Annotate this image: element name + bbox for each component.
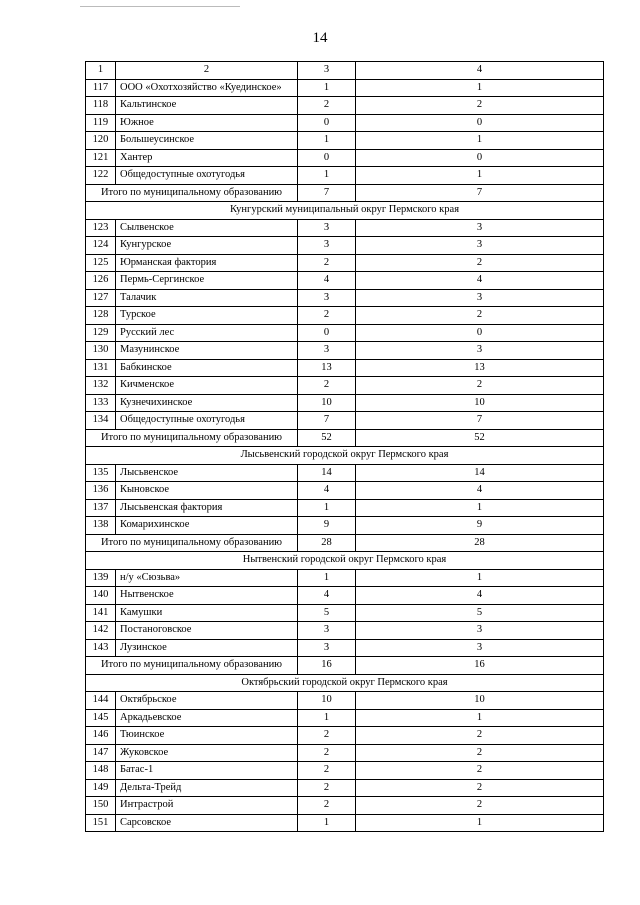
row-number: 130: [86, 342, 116, 360]
table-row: [86, 464, 604, 482]
row-name: Общедоступные охотугодья: [116, 167, 298, 185]
row-value-col4: 2: [356, 307, 604, 325]
row-number: 124: [86, 237, 116, 255]
row-value-col3: 14: [298, 464, 356, 482]
row-value-col3: 3: [298, 219, 356, 237]
table-row: [86, 132, 604, 150]
row-value-col3: 2: [298, 762, 356, 780]
row-value-col3: 13: [298, 359, 356, 377]
total-value-col4: 7: [356, 184, 604, 202]
row-value-col4: 5: [356, 604, 604, 622]
row-number: 129: [86, 324, 116, 342]
row-name: Аркадьевское: [116, 709, 298, 727]
total-value-col4: 52: [356, 429, 604, 447]
header-cell-col2: 2: [116, 62, 298, 80]
table-row: [86, 97, 604, 115]
row-number: 125: [86, 254, 116, 272]
row-name: н/у «Сюзьва»: [116, 569, 298, 587]
row-name: Кичменское: [116, 377, 298, 395]
row-number: 117: [86, 79, 116, 97]
row-name: Сылвенское: [116, 219, 298, 237]
row-value-col3: 5: [298, 604, 356, 622]
row-name: Хантер: [116, 149, 298, 167]
row-number: 131: [86, 359, 116, 377]
row-value-col4: 4: [356, 587, 604, 605]
row-value-col3: 9: [298, 517, 356, 535]
row-value-col4: 1: [356, 132, 604, 150]
row-number: 138: [86, 517, 116, 535]
row-number: 144: [86, 692, 116, 710]
row-number: 147: [86, 744, 116, 762]
row-value-col3: 2: [298, 307, 356, 325]
row-number: 132: [86, 377, 116, 395]
table-row: [86, 622, 604, 640]
row-name: Лузинское: [116, 639, 298, 657]
total-row: [86, 429, 604, 447]
row-value-col4: 9: [356, 517, 604, 535]
table-row: [86, 499, 604, 517]
row-number: 151: [86, 814, 116, 832]
table-row: [86, 149, 604, 167]
row-number: 118: [86, 97, 116, 115]
row-value-col4: 0: [356, 149, 604, 167]
row-value-col4: 3: [356, 622, 604, 640]
total-label: Итого по муниципальному образованию: [86, 429, 298, 447]
table-row: [86, 779, 604, 797]
table-row: [86, 517, 604, 535]
row-value-col3: 3: [298, 639, 356, 657]
table-row: [86, 569, 604, 587]
row-value-col4: 7: [356, 412, 604, 430]
row-number: 127: [86, 289, 116, 307]
row-number: 142: [86, 622, 116, 640]
row-name: Тюинское: [116, 727, 298, 745]
section-title: Нытвенский городской округ Пермского края: [86, 552, 604, 570]
table-row: [86, 814, 604, 832]
section-header-row: [86, 447, 604, 465]
header-cell-col1: 1: [86, 62, 116, 80]
row-value-col3: 10: [298, 692, 356, 710]
row-name: Жуковское: [116, 744, 298, 762]
total-row: [86, 657, 604, 675]
row-name: Лысьвенское: [116, 464, 298, 482]
row-name: Талачик: [116, 289, 298, 307]
row-value-col3: 2: [298, 797, 356, 815]
row-name: Октябрьское: [116, 692, 298, 710]
row-name: Бабкинское: [116, 359, 298, 377]
row-value-col3: 4: [298, 482, 356, 500]
row-number: 141: [86, 604, 116, 622]
row-number: 139: [86, 569, 116, 587]
row-number: 126: [86, 272, 116, 290]
table-row: [86, 219, 604, 237]
row-value-col3: 1: [298, 167, 356, 185]
row-value-col4: 3: [356, 289, 604, 307]
row-name: Кузнечихинское: [116, 394, 298, 412]
row-number: 133: [86, 394, 116, 412]
row-value-col3: 3: [298, 237, 356, 255]
row-number: 137: [86, 499, 116, 517]
row-name: Батас-1: [116, 762, 298, 780]
row-value-col4: 0: [356, 324, 604, 342]
row-value-col4: 2: [356, 797, 604, 815]
section-title: Октябрьский городской округ Пермского края: [86, 674, 604, 692]
row-value-col4: 13: [356, 359, 604, 377]
header-cell-col4: 4: [356, 62, 604, 80]
table-row: [86, 342, 604, 360]
row-number: 136: [86, 482, 116, 500]
section-title: Кунгурский муниципальный округ Пермского края: [86, 202, 604, 220]
row-value-col4: 3: [356, 237, 604, 255]
table-row: [86, 272, 604, 290]
row-value-col3: 1: [298, 814, 356, 832]
row-name: Юрманская фактория: [116, 254, 298, 272]
row-value-col4: 1: [356, 569, 604, 587]
table-row: [86, 482, 604, 500]
row-value-col3: 4: [298, 272, 356, 290]
table-row: [86, 692, 604, 710]
row-name: Постаноговское: [116, 622, 298, 640]
row-number: 128: [86, 307, 116, 325]
row-value-col3: 4: [298, 587, 356, 605]
row-name: Лысьвенская фактория: [116, 499, 298, 517]
table-row: [86, 167, 604, 185]
section-header-row: [86, 674, 604, 692]
row-value-col3: 1: [298, 79, 356, 97]
row-name: Сарсовское: [116, 814, 298, 832]
row-value-col4: 2: [356, 744, 604, 762]
table-row: [86, 604, 604, 622]
section-header-row: [86, 202, 604, 220]
table-row: [86, 744, 604, 762]
table-body: [86, 62, 604, 832]
row-value-col4: 3: [356, 342, 604, 360]
row-number: 120: [86, 132, 116, 150]
total-value-col3: 16: [298, 657, 356, 675]
row-value-col4: 2: [356, 762, 604, 780]
table-row: [86, 359, 604, 377]
total-value-col3: 28: [298, 534, 356, 552]
hunting-grounds-table: [85, 61, 604, 832]
row-value-col3: 3: [298, 342, 356, 360]
total-row: [86, 534, 604, 552]
row-value-col3: 1: [298, 569, 356, 587]
row-name: Кыновское: [116, 482, 298, 500]
row-value-col4: 1: [356, 499, 604, 517]
table-row: [86, 289, 604, 307]
table-row: [86, 324, 604, 342]
row-number: 150: [86, 797, 116, 815]
total-label: Итого по муниципальному образованию: [86, 657, 298, 675]
row-value-col3: 1: [298, 132, 356, 150]
row-value-col4: 3: [356, 639, 604, 657]
table-row: [86, 412, 604, 430]
row-value-col4: 14: [356, 464, 604, 482]
section-header-row: [86, 552, 604, 570]
scan-artifact-line: [80, 6, 240, 7]
row-value-col3: 2: [298, 97, 356, 115]
row-value-col4: 10: [356, 692, 604, 710]
row-number: 146: [86, 727, 116, 745]
section-title: Лысьвенский городской округ Пермского края: [86, 447, 604, 465]
table-row: [86, 587, 604, 605]
header-cell-col3: 3: [298, 62, 356, 80]
table-row: [86, 377, 604, 395]
row-number: 121: [86, 149, 116, 167]
table-header-row: [86, 62, 604, 80]
row-number: 122: [86, 167, 116, 185]
row-value-col4: 1: [356, 709, 604, 727]
total-row: [86, 184, 604, 202]
row-value-col4: 3: [356, 219, 604, 237]
table-row: [86, 727, 604, 745]
total-value-col3: 7: [298, 184, 356, 202]
row-value-col3: 7: [298, 412, 356, 430]
row-value-col4: 1: [356, 814, 604, 832]
table-row: [86, 307, 604, 325]
table-row: [86, 797, 604, 815]
row-value-col3: 3: [298, 622, 356, 640]
row-name: Интрастрой: [116, 797, 298, 815]
row-name: Дельта-Трейд: [116, 779, 298, 797]
row-name: Большеусинское: [116, 132, 298, 150]
row-name: Кунгурское: [116, 237, 298, 255]
row-value-col3: 0: [298, 149, 356, 167]
row-name: Общедоступные охотугодья: [116, 412, 298, 430]
row-value-col3: 2: [298, 377, 356, 395]
row-value-col3: 2: [298, 254, 356, 272]
total-value-col4: 28: [356, 534, 604, 552]
table-row: [86, 762, 604, 780]
row-value-col4: 10: [356, 394, 604, 412]
row-name: Мазунинское: [116, 342, 298, 360]
row-value-col3: 2: [298, 727, 356, 745]
row-name: Турское: [116, 307, 298, 325]
row-name: Комарихинское: [116, 517, 298, 535]
row-value-col4: 2: [356, 254, 604, 272]
row-value-col3: 3: [298, 289, 356, 307]
total-label: Итого по муниципальному образованию: [86, 184, 298, 202]
row-number: 119: [86, 114, 116, 132]
row-number: 149: [86, 779, 116, 797]
total-value-col4: 16: [356, 657, 604, 675]
row-name: Кальтинское: [116, 97, 298, 115]
row-name: Пермь-Сергинское: [116, 272, 298, 290]
total-value-col3: 52: [298, 429, 356, 447]
row-name: Русский лес: [116, 324, 298, 342]
row-value-col3: 2: [298, 744, 356, 762]
row-value-col4: 1: [356, 167, 604, 185]
row-value-col4: 4: [356, 272, 604, 290]
row-value-col4: 1: [356, 79, 604, 97]
row-value-col3: 1: [298, 709, 356, 727]
row-value-col4: 4: [356, 482, 604, 500]
row-value-col3: 2: [298, 779, 356, 797]
row-value-col4: 2: [356, 97, 604, 115]
row-number: 140: [86, 587, 116, 605]
row-value-col4: 2: [356, 727, 604, 745]
row-value-col3: 0: [298, 114, 356, 132]
total-label: Итого по муниципальному образованию: [86, 534, 298, 552]
table-row: [86, 709, 604, 727]
row-name: ООО «Охотхозяйство «Куединское»: [116, 79, 298, 97]
table-row: [86, 237, 604, 255]
row-value-col4: 2: [356, 779, 604, 797]
page-number: 14: [312, 30, 328, 46]
row-name: Камушки: [116, 604, 298, 622]
row-number: 145: [86, 709, 116, 727]
row-number: 123: [86, 219, 116, 237]
row-value-col4: 2: [356, 377, 604, 395]
table-row: [86, 79, 604, 97]
row-number: 135: [86, 464, 116, 482]
row-value-col4: 0: [356, 114, 604, 132]
row-name: Южное: [116, 114, 298, 132]
row-number: 134: [86, 412, 116, 430]
row-number: 148: [86, 762, 116, 780]
table-row: [86, 114, 604, 132]
row-value-col3: 0: [298, 324, 356, 342]
row-value-col3: 1: [298, 499, 356, 517]
row-number: 143: [86, 639, 116, 657]
row-value-col3: 10: [298, 394, 356, 412]
row-name: Нытвенское: [116, 587, 298, 605]
table-row: [86, 394, 604, 412]
table-row: [86, 254, 604, 272]
table-row: [86, 639, 604, 657]
